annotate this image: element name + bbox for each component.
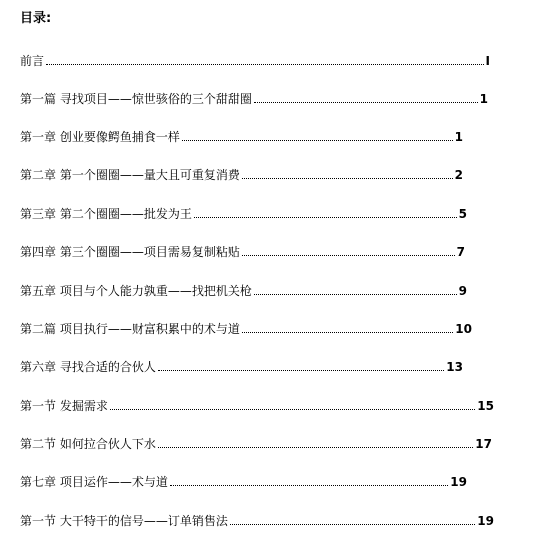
dot-leader	[242, 177, 453, 179]
toc-entry-page: I	[485, 54, 490, 68]
toc-entry-title: 第六章 寻找合适的合伙人	[20, 360, 156, 374]
toc-entry	[20, 242, 465, 260]
dot-leader	[242, 254, 455, 256]
dot-leader	[110, 408, 475, 410]
toc-entry	[20, 357, 463, 375]
toc-entry	[20, 319, 472, 337]
toc-entry-page: 5	[458, 207, 467, 221]
dot-leader	[254, 293, 457, 295]
toc-heading: 目录:	[20, 11, 52, 26]
toc-entry	[20, 204, 467, 222]
toc-entry-title: 第五章 项目与个人能力孰重——找把机关枪	[20, 284, 252, 298]
toc-entry-page: 19	[477, 514, 494, 528]
toc-entry-page: 1	[479, 92, 488, 106]
dot-leader	[230, 523, 475, 525]
toc-entry-title: 第三章 第二个圈圈——批发为王	[20, 207, 192, 221]
toc-entry-title: 第二节 如何拉合伙人下水	[20, 437, 156, 451]
dot-leader	[254, 101, 478, 103]
toc-entry-title: 第二章 第一个圈圈——量大且可重复消费	[20, 168, 240, 182]
dot-leader	[158, 446, 473, 448]
dot-leader	[242, 331, 453, 333]
toc-entry-page: 7	[456, 245, 465, 259]
toc-entry-page: 19	[450, 475, 467, 489]
dot-leader	[158, 369, 444, 371]
toc-entry-page: 17	[475, 437, 492, 451]
toc-entry-title: 第一节 发掘需求	[20, 399, 108, 413]
toc-entry-title: 第一节 大干特干的信号——订单销售法	[20, 514, 228, 528]
toc-entry-page: 1	[454, 130, 463, 144]
toc-entry	[20, 89, 488, 107]
toc-entry-page: 2	[454, 168, 463, 182]
toc-entry	[20, 51, 490, 69]
toc-entry-title: 第二篇 项目执行——财富积累中的术与道	[20, 322, 240, 336]
toc-entry-title: 第七章 项目运作——术与道	[20, 475, 168, 489]
toc-entry-title: 前言	[20, 54, 45, 68]
toc-entry	[20, 127, 463, 145]
toc-entry-title: 第一章 创业要像鳄鱼捕食一样	[20, 130, 180, 144]
toc-entry	[20, 165, 463, 183]
toc-entry-page: 10	[455, 322, 472, 336]
dot-leader	[170, 484, 448, 486]
toc-entry	[20, 434, 492, 452]
toc-entry-page: 9	[458, 284, 467, 298]
toc-entry-title: 第一篇 寻找项目——惊世骇俗的三个甜甜圈	[20, 92, 252, 106]
dot-leader	[182, 139, 453, 141]
toc-entry-title: 第四章 第三个圈圈——项目需易复制粘贴	[20, 245, 240, 259]
dot-leader	[46, 63, 484, 65]
toc-entry	[20, 396, 494, 414]
toc-entry-page: 13	[446, 360, 463, 374]
toc-entry	[20, 281, 467, 299]
toc-entry-page: 15	[477, 399, 494, 413]
toc-entry	[20, 472, 467, 490]
dot-leader	[194, 216, 457, 218]
toc-entry	[20, 511, 494, 529]
